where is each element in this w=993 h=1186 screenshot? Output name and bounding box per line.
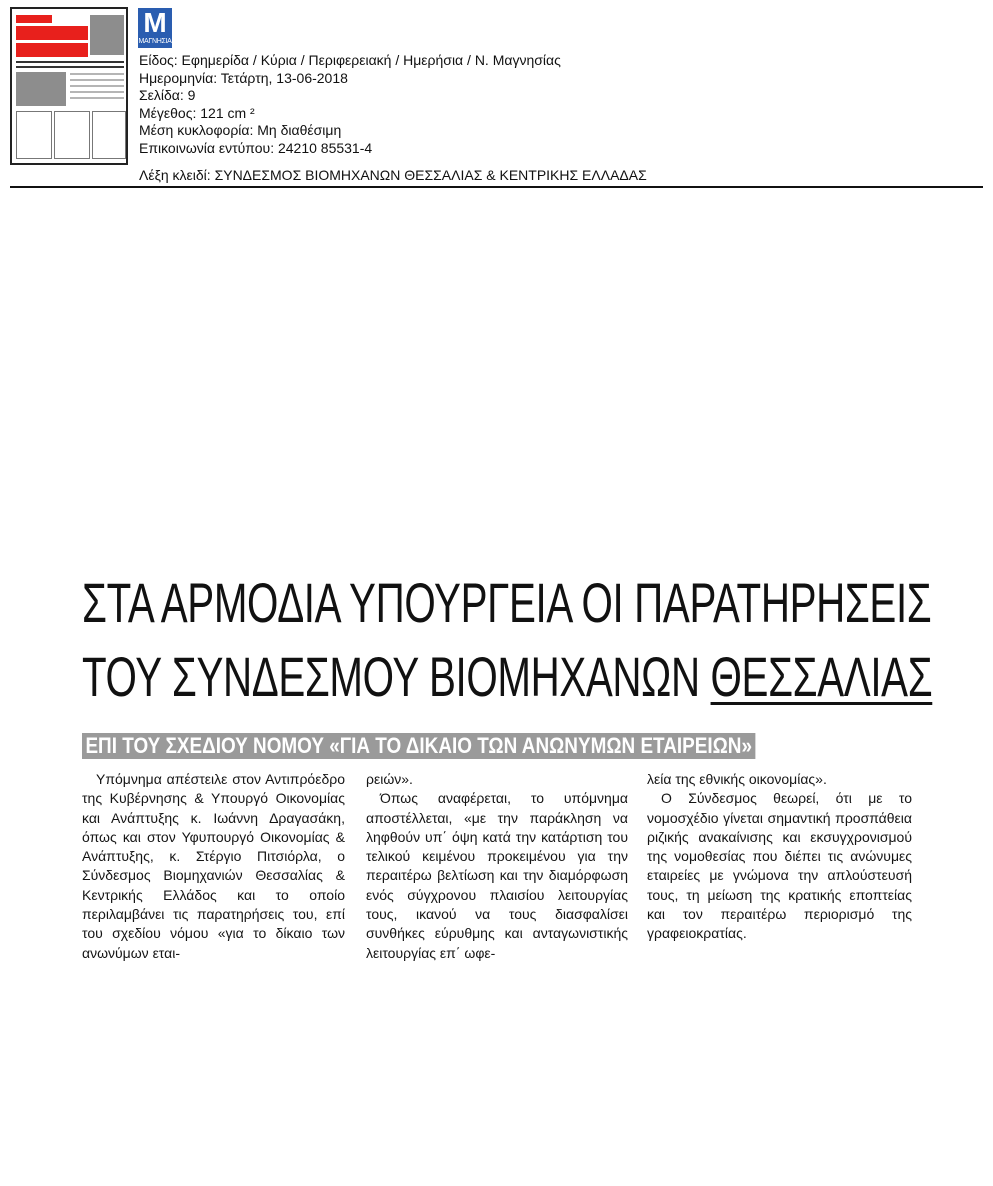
thumbnail-text-line — [70, 97, 124, 99]
article-subhead: ΕΠΙ ΤΟΥ ΣΧΕΔΙΟΥ ΝΟΜΟΥ «ΓΙΑ ΤΟ ΔΙΚΑΙΟ ΤΩΝ ΑΝΩΝΥΜΩΝ ΕΤΑΙΡΕΙΩΝ» — [82, 733, 755, 759]
thumbnail-box — [92, 111, 126, 159]
article-paragraph-continued: ρειών». — [366, 771, 413, 787]
logo-caption: ΜΑΓΝΗΣΙΑ — [138, 38, 172, 45]
meta-date: Ημερομηνία: Τετάρτη, 13-06-2018 — [139, 69, 348, 86]
newspaper-logo — [138, 8, 172, 48]
article-paragraph: Όπως αναφέρεται, το υπόμνημα αποστέλλεται, «με την παράκληση να ληφθούν υπ΄ όψη κατά την κατάρτιση του τελικού κειμένου προκειμένου για την περαιτέρω βελτίωση και την διαμόρφωση ενός σύγχρονου πλαισίου λειτουργίας τους, ικανού να τους διασφαλίσει συνθήκες εύρυθμης και ανταγωνιστικής λειτουργίας επ΄ ωφε- — [366, 790, 628, 961]
thumbnail-photo — [90, 15, 124, 55]
thumbnail-photo — [16, 72, 66, 106]
thumbnail-red-block — [16, 43, 88, 57]
headline-line-2 — [82, 640, 933, 714]
meta-page: Σελίδα: 9 — [139, 87, 196, 103]
thumbnail-text-line — [70, 91, 124, 93]
thumbnail-red-block — [16, 15, 52, 23]
meta-keyword: Λέξη κλειδί: ΣΥΝΔΕΣΜΟΣ ΒΙΟΜΗΧΑΝΩΝ ΘΕΣΣΑΛΙΑΣ & ΚΕΝΤΡΙΚΗΣ ΕΛΛΑΔΑΣ — [139, 167, 647, 183]
headline-underlined-word: ΘΕΣΣΑΛΙΑΣ — [710, 645, 933, 708]
thumbnail-text-line — [70, 85, 124, 87]
meta-size: Μέγεθος: 121 cm ² — [139, 104, 255, 121]
page-thumbnail[interactable] — [10, 7, 128, 165]
article-column-1 — [82, 770, 345, 963]
article-headline — [82, 566, 933, 714]
thumbnail-box — [54, 111, 90, 159]
thumbnail-text-line — [70, 73, 124, 75]
article-paragraph-continued: λεία της εθνικής οικονομίας». — [647, 771, 827, 787]
logo-letter: M — [143, 7, 167, 38]
thumbnail-red-block — [16, 26, 88, 40]
thumbnail-text-line — [70, 79, 124, 81]
headline-line-2-text: ΤΟΥ ΣΥΝΔΕΣΜΟΥ ΒΙΟΜΗΧΑΝΩΝ — [82, 645, 711, 708]
article-column-3 — [647, 770, 912, 944]
article-column-2 — [366, 770, 628, 963]
article-paragraph: Ο Σύνδεσμος θεωρεί, ότι με το νομοσχέδιο γίνεται σημαντική προσπάθεια ριζικής ανακαίνισης και εκσυγχρονισμού της νομοθεσίας που διέπει τις ανώνυμες εταιρείες με γνώμονα την απλούστευσή τους, τη μείωση της κρατικής εποπτείας και τον περαιτέρω περιορισμό της γραφειοκρατίας. — [647, 790, 912, 942]
meta-type: Είδος: Εφημερίδα / Κύρια / Περιφερειακή / Ημερήσια / Ν. Μαγνησίας — [139, 52, 561, 68]
thumbnail-box — [16, 111, 52, 159]
meta-contact: Επικοινωνία εντύπου: 24210 85531-4 — [139, 139, 373, 156]
publication-metadata — [139, 52, 561, 157]
headline-line-1: ΣΤΑ ΑΡΜΟΔΙΑ ΥΠΟΥΡΓΕΙΑ ΟΙ ΠΑΡΑΤΗΡΗΣΕΙΣ — [82, 571, 932, 634]
thumbnail-headline — [16, 61, 124, 63]
thumbnail-headline — [16, 66, 124, 68]
header-divider — [10, 186, 983, 188]
article-paragraph: Υπόμνημα απέστειλε στον Αντιπρόεδρο της Κυβέρνησης & Υπουργό Οικονομίας και Ανάπτυξης κ. Ιωάννη Δραγασάκη, όπως και στον Υφυπουργό Οικονομίας & Ανάπτυξης, κ. Στέργιο Πιτσιόρλα, ο Σύνδεσμος Βιομηχανιών Θεσσαλίας & Κεντρικής Ελλάδος και το οποίο περιλαμβάνει τις παρατηρήσεις του, επί του σχεδίου νόμου «για το δίκαιο των ανωνύμων εται- — [82, 771, 345, 961]
meta-circulation: Μέση κυκλοφορία: Μη διαθέσιμη — [139, 122, 342, 138]
